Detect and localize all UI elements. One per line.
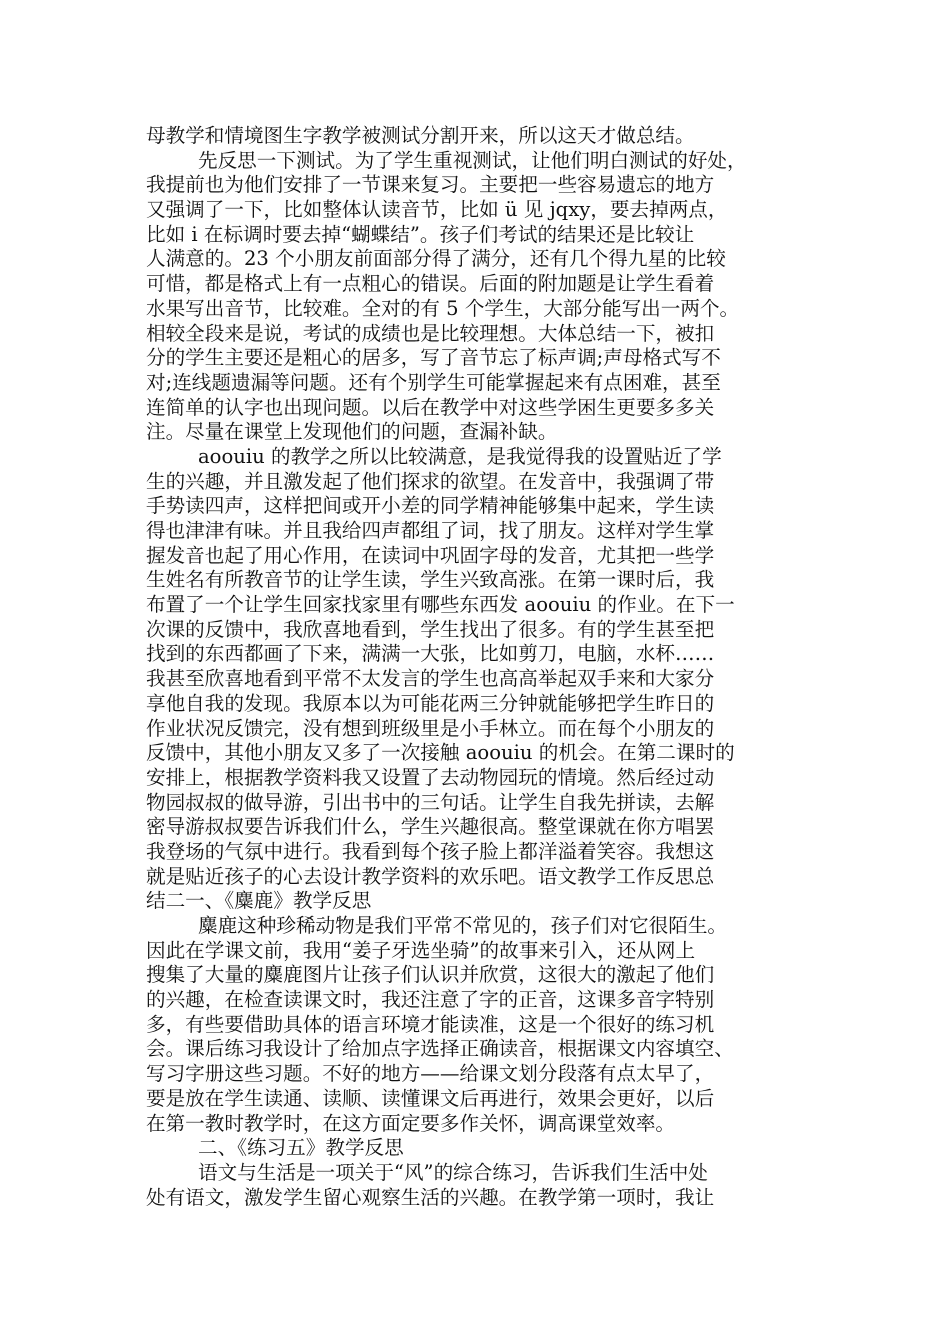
text-line: 就是贴近孩子的心去设计教学资料的欢乐吧。语文教学工作反思总 [146, 864, 715, 888]
text-line: 享他自我的发现。我原本以为可能花两三分钟就能够把学生昨日的 [146, 691, 715, 715]
text-line: 物园叔叔的做导游，引出书中的三句话。让学生自我先拼读，去解 [146, 790, 715, 814]
text-line: 可惜，都是格式上有一点粗心的错误。后面的附加题是让学生看着 [146, 272, 715, 296]
text-line: 安排上，根据教学资料我又设置了去动物园玩的情境。然后经过动 [146, 765, 715, 789]
text-line: 次课的反馈中，我欣喜地看到，学生找出了很多。有的学生甚至把 [146, 617, 715, 641]
paragraph-start-line: aoouiu 的教学之所以比较满意，是我觉得我的设置贴近了学 [198, 444, 722, 468]
text-line: 相较全段来是说，考试的成绩也是比较理想。大体总结一下，被扣 [146, 321, 715, 345]
text-line: 结二一、《麋鹿》教学反思 [146, 889, 372, 913]
text-line: 布置了一个让学生回家找家里有哪些东西发 aoouiu 的作业。在下一 [146, 593, 735, 617]
text-line: 生姓名有所教音节的让学生读，学生兴致高涨。在第一课时后，我 [146, 568, 715, 592]
text-line: 水果写出音节，比较难。全对的有 5 个学生，大部分能写出一两个。 [146, 296, 740, 320]
text-line: 处有语文，激发学生留心观察生活的兴趣。在教学第一项时，我让 [146, 1185, 715, 1209]
text-line: 得也津津有味。并且我给四声都组了词，找了朋友。这样对学生掌 [146, 519, 715, 542]
text-line: 握发音也起了用心作用，在读词中巩固字母的发音，尤其把一些学 [146, 543, 715, 567]
text-line: 的兴趣，在检查读课文时，我还注意了字的正音，这课多音字特别 [146, 988, 715, 1012]
text-line: 我甚至欣喜地看到平常不太发言的学生也高高举起双手来和大家分 [146, 667, 715, 691]
text-line: 要是放在学生读通、读顺、读懂课文后再进行，效果会更好，以后 [146, 1086, 715, 1110]
text-line: 注。尽量在课堂上发现他们的问题，查漏补缺。 [146, 420, 558, 444]
text-line: 会。课后练习我设计了给加点字选择正确读音，根据课文内容填空、 [146, 1037, 734, 1061]
text-line: 对;连线题遗漏等问题。还有个别学生可能掌握起来有点困难，甚至 [146, 370, 721, 394]
text-line: 因此在学课文前，我用“姜子牙选坐骑”的故事来引入，还从网上 [146, 938, 696, 962]
document-body [146, 124, 806, 1210]
text-line: 生的兴趣，并且激发起了他们探求的欲望。在发音中，我强调了带 [146, 469, 715, 493]
text-line: 多，有些要借助具体的语言环境才能读准，这是一个很好的练习机 [146, 1012, 715, 1036]
text-line: 我登场的气氛中进行。我看到每个孩子脸上都洋溢着笑容。我想这 [146, 839, 715, 863]
text-line: 我提前也为他们安排了一节课来复习。主要把一些容易遗忘的地方 [146, 173, 715, 197]
text-line: 写习字册这些习题。不好的地方——给课文划分段落有点太早了， [146, 1062, 715, 1086]
text-line: 作业状况反馈完，没有想到班级里是小手林立。而在每个小朋友的 [146, 716, 715, 740]
text-line: 反馈中，其他小朋友又多了一次接触 aoouiu 的机会。在第二课时的 [146, 741, 735, 765]
text-line: 在第一教时教学时，在这方面定要多作关怀，调高课堂效率。 [146, 1111, 676, 1135]
text-line: 母教学和情境图生字教学被测试分割开来，所以这天才做总结。 [146, 124, 695, 147]
text-line: 人满意的。23 个小朋友前面部分得了满分，还有几个得九星的比较 [146, 247, 726, 271]
text-line: 手势读四声，这样把间或开小差的同学精神能够集中起来，学生读 [146, 494, 715, 518]
text-line: 搜集了大量的麋鹿图片让孩子们认识并欣赏，这很大的激起了他们 [146, 963, 715, 987]
section-heading: 二、《练习五》教学反思 [198, 1136, 404, 1160]
paragraph-start-line: 语文与生活是一项关于“风”的综合练习，告诉我们生活中处 [198, 1160, 708, 1184]
text-line: 比如 i 在标调时要去掉“蝴蝶结”。孩子们考试的结果还是比较让 [146, 222, 695, 246]
text-line: 分的学生主要还是粗心的居多，写了音节忘了标声调;声母格式写不 [146, 346, 721, 370]
text-line: 连简单的认字也出现问题。以后在教学中对这些学困生更要多多关 [146, 395, 715, 419]
text-line: 又强调了一下，比如整体认读音节，比如 ü 见 jqxy，要去掉两点， [146, 198, 728, 222]
text-line: 找到的东西都画了下来，满满一大张，比如剪刀，电脑，水杯…… [146, 642, 715, 666]
paragraph-start-line: 麋鹿这种珍稀动物是我们平常不常见的，孩子们对它很陌生。 [198, 914, 728, 937]
text-line: 密导游叔叔要告诉我们什么，学生兴趣很高。整堂课就在你方唱罢 [146, 815, 715, 839]
paragraph-start-line: 先反思一下测试。为了学生重视测试，让他们明白测试的好处， [198, 148, 747, 172]
